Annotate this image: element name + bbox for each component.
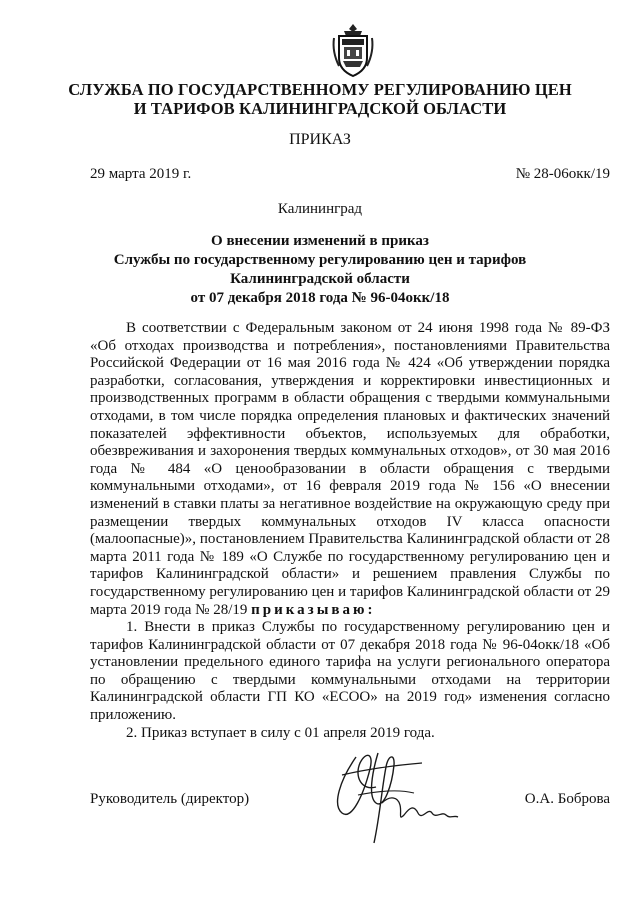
subject-line: О внесении изменений в приказ (211, 233, 429, 249)
document-number: № 28-06окк/19 (515, 166, 610, 182)
subject-line: Службы по государственному регулированию цен и тарифов (113, 252, 527, 268)
document-type: ПРИКАЗ (289, 131, 351, 148)
signatory-name: О.А. Боброва (524, 791, 610, 807)
preamble-paragraph (90, 320, 610, 619)
order-item-1: 1. Внести в приказ Службы по государственному регулированию цен и тарифов Калининградской области от 07 декабря 2018 года № 96-04окк/18 «Об установлении предельного единого тарифа на услуги регионального оператора по обращению с твердыми коммунальными отходами на территории Калининградской области ГП КО «ЕСОО» на 2019 год» изменения согласно приложению. (90, 619, 610, 724)
document-subject (0, 232, 640, 308)
document-date: 29 марта 2019 г. (90, 166, 192, 182)
handwritten-signature (318, 735, 468, 850)
subject-line: от 07 декабря 2018 года № 96-04окк/18 (190, 290, 450, 306)
order-item-2: 2. Приказ вступает в силу с 01 апреля 2019 года. (126, 724, 435, 741)
organization-name-line1: СЛУЖБА ПО ГОСУДАРСТВЕННОМУ РЕГУЛИРОВАНИЮ ЦЕН (68, 80, 572, 99)
subject-line: Калининградской области (230, 271, 410, 287)
order-word: приказываю: (251, 601, 376, 618)
signatory-role: Руководитель (директор) (90, 791, 250, 807)
organization-name-line2: И ТАРИФОВ КАЛИНИНГРАДСКОЙ ОБЛАСТИ (133, 99, 507, 118)
preamble-text: В соответствии с Федеральным законом от 24 июня 1998 года № 89-ФЗ «Об отходах производства и потребления», постановлениями Правительства Российской Федерации от 16 мая 2016 года № 424 «Об утверждении порядка разработки, согласования, утверждения и корректировки инвестиционных и производственных программ в области обращения с твердыми коммунальными отходами, в том числе порядка определения плановых и фактических значений показателей эффективности объектов, используемых для обработки, обезвреживания и захоронения твердых коммунальных отходов», от 30 мая 2016 года № 484 «О ценообразовании в области обращения с твердыми коммунальными отходами», от 16 февраля 2019 года № 156 «О внесении изменений в ставки платы за негативное воздействие на окружающую среду при размещении твердых коммунальных отходов IV класса опасности (малоопасные)», постановлением Правительства Калининградской области от 28 марта 2011 года № 189 «О Службе по государственному регулированию цен и тарифов Калининградской области» и решением правления Службы по государственному регулированию цен и тарифов Калининградской области от 29 марта 2019 года № 28/19 (90, 320, 610, 618)
coat-of-arms-emblem (330, 22, 376, 78)
document-city: Калининград (277, 201, 363, 217)
document-body (90, 320, 610, 742)
